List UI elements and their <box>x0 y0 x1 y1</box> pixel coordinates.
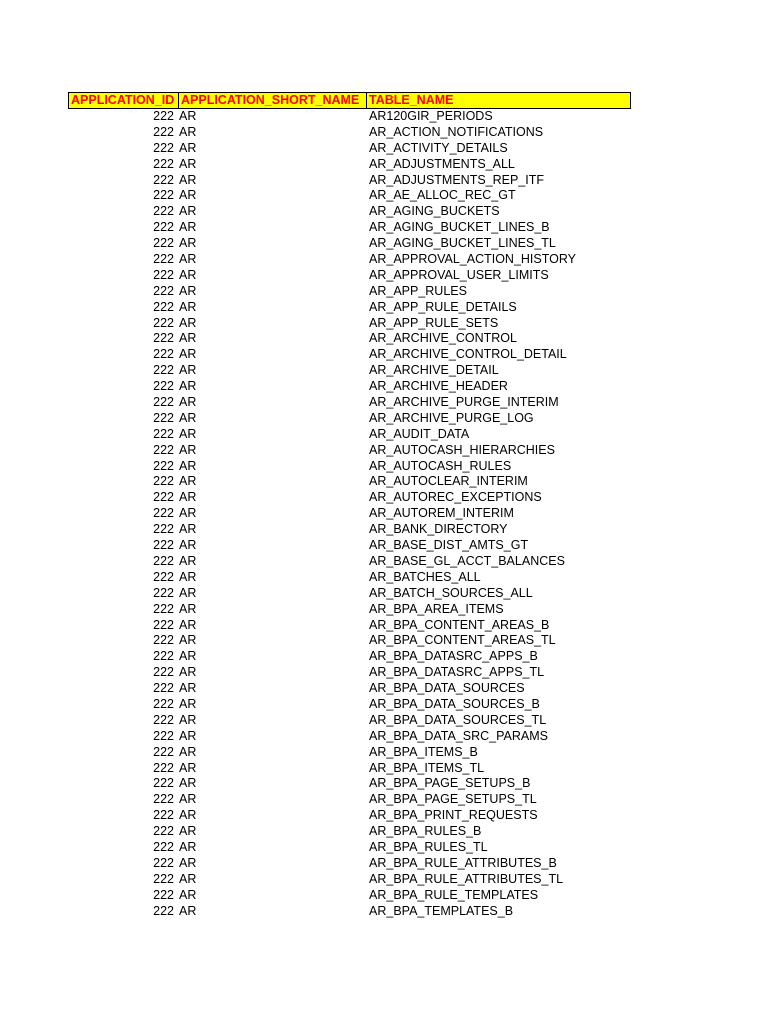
cell-table-name[interactable]: AR_BPA_RULE_TEMPLATES <box>369 887 539 902</box>
table-row <box>68 856 631 872</box>
cell-table-name[interactable]: AR_BPA_CONTENT_AREAS_B <box>369 617 550 632</box>
cell-table-name[interactable]: AR120GIR_PERIODS <box>369 109 493 123</box>
table-row <box>68 220 631 236</box>
cell-table-name[interactable]: AR_BATCHES_ALL <box>369 569 481 584</box>
table-row <box>68 459 631 475</box>
cell-application-id[interactable]: 222 <box>153 220 174 235</box>
cell-application-id[interactable]: 222 <box>153 776 174 791</box>
cell-table-name[interactable]: AR_BPA_RULES_TL <box>369 839 488 854</box>
cell-application-short-name[interactable]: AR <box>179 267 197 282</box>
cell-application-short-name[interactable]: AR <box>179 474 197 489</box>
table-body <box>68 109 631 919</box>
cell-application-short-name[interactable]: AR <box>179 204 197 219</box>
cell-table-name[interactable]: AR_BPA_PAGE_SETUPS_TL <box>369 792 537 807</box>
table-row <box>68 204 631 220</box>
cell-application-id[interactable]: 222 <box>153 728 174 743</box>
cell-table-name[interactable]: AR_BASE_DIST_AMTS_GT <box>369 538 529 553</box>
table-row <box>68 300 631 316</box>
cell-application-id[interactable]: 222 <box>153 283 174 298</box>
cell-application-id[interactable]: 222 <box>153 458 174 473</box>
table-row <box>68 776 631 792</box>
cell-application-short-name[interactable]: AR <box>179 283 197 298</box>
table-row <box>68 761 631 777</box>
table-row <box>68 379 631 395</box>
cell-application-id[interactable]: 222 <box>153 188 174 203</box>
cell-table-name[interactable]: AR_AUDIT_DATA <box>369 426 470 441</box>
cell-application-id[interactable]: 222 <box>153 553 174 568</box>
cell-table-name[interactable]: AR_AUTOREC_EXCEPTIONS <box>369 490 542 505</box>
cell-table-name[interactable]: AR_AE_ALLOC_REC_GT <box>369 188 516 203</box>
table-row <box>68 792 631 808</box>
cell-application-id[interactable]: 222 <box>153 299 174 314</box>
table-row <box>68 141 631 157</box>
cell-application-id[interactable]: 222 <box>153 601 174 616</box>
cell-application-id[interactable]: 222 <box>153 760 174 775</box>
cell-application-id[interactable]: 222 <box>153 617 174 632</box>
cell-table-name[interactable]: AR_ACTIVITY_DETAILS <box>369 140 508 155</box>
cell-application-id[interactable]: 222 <box>153 395 174 410</box>
table-row <box>68 268 631 284</box>
cell-application-id[interactable]: 222 <box>153 347 174 362</box>
cell-application-id[interactable]: 222 <box>153 315 174 330</box>
cell-application-id[interactable]: 222 <box>153 140 174 155</box>
cell-application-id[interactable]: 222 <box>153 665 174 680</box>
cell-table-name[interactable]: AR_BPA_DATA_SRC_PARAMS <box>369 728 548 743</box>
table-row <box>68 729 631 745</box>
cell-table-name[interactable]: AR_ARCHIVE_PURGE_LOG <box>369 410 534 425</box>
cell-application-id[interactable]: 222 <box>153 808 174 823</box>
cell-application-id[interactable]: 222 <box>153 252 174 267</box>
cell-application-id[interactable]: 222 <box>153 442 174 457</box>
cell-application-id[interactable]: 222 <box>153 109 174 123</box>
cell-table-name[interactable]: AR_APP_RULES <box>369 283 467 298</box>
cell-table-name[interactable]: AR_AGING_BUCKET_LINES_B <box>369 220 550 235</box>
table-row <box>68 888 631 904</box>
table-row <box>68 904 631 920</box>
cell-application-id[interactable]: 222 <box>153 649 174 664</box>
cell-table-name[interactable]: AR_BPA_DATA_SOURCES_TL <box>369 712 547 727</box>
table-row <box>68 713 631 729</box>
cell-application-id[interactable]: 222 <box>153 331 174 346</box>
cell-application-short-name[interactable]: AR <box>179 363 197 378</box>
cell-application-id[interactable]: 222 <box>153 379 174 394</box>
table-row <box>68 474 631 490</box>
cell-table-name[interactable]: AR_BPA_ITEMS_TL <box>369 760 485 775</box>
cell-application-short-name[interactable]: AR <box>179 124 197 139</box>
cell-application-short-name[interactable]: AR <box>179 315 197 330</box>
cell-application-short-name[interactable]: AR <box>179 728 197 743</box>
table-row <box>68 411 631 427</box>
cell-application-short-name[interactable]: AR <box>179 696 197 711</box>
cell-application-short-name[interactable]: AR <box>179 744 197 759</box>
cell-application-short-name[interactable]: AR <box>179 855 197 870</box>
cell-application-id[interactable]: 222 <box>153 633 174 648</box>
cell-application-short-name[interactable]: AR <box>179 252 197 267</box>
cell-table-name[interactable]: AR_ADJUSTMENTS_REP_ITF <box>369 172 545 187</box>
cell-application-short-name[interactable]: AR <box>179 871 197 886</box>
table-row <box>68 649 631 665</box>
cell-application-id[interactable]: 222 <box>153 792 174 807</box>
cell-application-id[interactable]: 222 <box>153 267 174 282</box>
table-row <box>68 157 631 173</box>
cell-table-name[interactable]: AR_APP_RULE_SETS <box>369 315 499 330</box>
cell-application-id[interactable]: 222 <box>153 681 174 696</box>
cell-application-id[interactable]: 222 <box>153 124 174 139</box>
cell-table-name[interactable]: AR_BPA_DATASRC_APPS_TL <box>369 665 545 680</box>
table-row <box>68 506 631 522</box>
cell-application-short-name[interactable]: AR <box>179 760 197 775</box>
cell-application-id[interactable]: 222 <box>153 744 174 759</box>
cell-application-id[interactable]: 222 <box>153 410 174 425</box>
cell-application-id[interactable]: 222 <box>153 569 174 584</box>
table-row <box>68 316 631 332</box>
cell-application-short-name[interactable]: AR <box>179 839 197 854</box>
cell-application-short-name[interactable]: AR <box>179 887 197 902</box>
table-row <box>68 236 631 252</box>
cell-table-name[interactable]: AR_AUTOCASH_HIERARCHIES <box>369 442 555 457</box>
cell-application-short-name[interactable]: AR <box>179 220 197 235</box>
cell-application-id[interactable]: 222 <box>153 903 174 918</box>
cell-application-short-name[interactable]: AR <box>179 490 197 505</box>
cell-application-id[interactable]: 222 <box>153 855 174 870</box>
table-row <box>68 173 631 189</box>
cell-table-name[interactable]: AR_BANK_DIRECTORY <box>369 522 508 537</box>
cell-application-short-name[interactable]: AR <box>179 649 197 664</box>
cell-table-name[interactable]: AR_AGING_BUCKETS <box>369 204 500 219</box>
cell-table-name[interactable]: AR_APPROVAL_ACTION_HISTORY <box>369 252 577 267</box>
cell-table-name[interactable]: AR_APPROVAL_USER_LIMITS <box>369 267 549 282</box>
cell-application-short-name[interactable]: AR <box>179 506 197 521</box>
table-row <box>68 443 631 459</box>
cell-table-name[interactable]: AR_ARCHIVE_CONTROL_DETAIL <box>369 347 567 362</box>
cell-table-name[interactable]: AR_BPA_CONTENT_AREAS_TL <box>369 633 556 648</box>
cell-table-name[interactable]: AR_BPA_TEMPLATES_B <box>369 903 514 918</box>
table-row <box>68 125 631 141</box>
table-row <box>68 586 631 602</box>
cell-application-id[interactable]: 222 <box>153 585 174 600</box>
cell-table-name[interactable]: AR_AUTOCLEAR_INTERIM <box>369 474 528 489</box>
table-row <box>68 824 631 840</box>
cell-application-short-name[interactable]: AR <box>179 426 197 441</box>
table-row <box>68 522 631 538</box>
cell-application-short-name[interactable]: AR <box>179 410 197 425</box>
cell-application-short-name[interactable]: AR <box>179 172 197 187</box>
cell-application-short-name[interactable]: AR <box>179 109 197 123</box>
table-row <box>68 570 631 586</box>
cell-application-id[interactable]: 222 <box>153 696 174 711</box>
cell-table-name[interactable]: AR_ACTION_NOTIFICATIONS <box>369 124 544 139</box>
cell-application-id[interactable]: 222 <box>153 839 174 854</box>
cell-application-id[interactable]: 222 <box>153 506 174 521</box>
cell-application-short-name[interactable]: AR <box>179 712 197 727</box>
cell-application-id[interactable]: 222 <box>153 426 174 441</box>
cell-application-short-name[interactable]: AR <box>179 792 197 807</box>
cell-application-short-name[interactable]: AR <box>179 331 197 346</box>
cell-application-short-name[interactable]: AR <box>179 681 197 696</box>
column-header-application-id[interactable]: APPLICATION_ID <box>69 93 179 108</box>
spreadsheet-table <box>68 92 631 919</box>
cell-application-short-name[interactable]: AR <box>179 553 197 568</box>
table-row <box>68 284 631 300</box>
table-row <box>68 602 631 618</box>
cell-application-short-name[interactable]: AR <box>179 140 197 155</box>
table-row <box>68 633 631 649</box>
cell-application-short-name[interactable]: AR <box>179 299 197 314</box>
cell-application-id[interactable]: 222 <box>153 490 174 505</box>
cell-table-name[interactable]: AR_BPA_RULE_ATTRIBUTES_B <box>369 855 557 870</box>
cell-table-name[interactable]: AR_BPA_PAGE_SETUPS_B <box>369 776 531 791</box>
cell-application-short-name[interactable]: AR <box>179 395 197 410</box>
cell-application-short-name[interactable]: AR <box>179 617 197 632</box>
cell-application-short-name[interactable]: AR <box>179 188 197 203</box>
cell-application-short-name[interactable]: AR <box>179 379 197 394</box>
cell-application-short-name[interactable]: AR <box>179 776 197 791</box>
cell-table-name[interactable]: AR_APP_RULE_DETAILS <box>369 299 517 314</box>
cell-application-short-name[interactable]: AR <box>179 601 197 616</box>
cell-application-short-name[interactable]: AR <box>179 347 197 362</box>
cell-application-short-name[interactable]: AR <box>179 824 197 839</box>
cell-table-name[interactable]: AR_ADJUSTMENTS_ALL <box>369 156 515 171</box>
cell-application-id[interactable]: 222 <box>153 172 174 187</box>
table-row <box>68 618 631 634</box>
cell-application-id[interactable]: 222 <box>153 156 174 171</box>
cell-application-short-name[interactable]: AR <box>179 633 197 648</box>
table-row <box>68 697 631 713</box>
table-row <box>68 808 631 824</box>
table-row <box>68 840 631 856</box>
cell-application-short-name[interactable]: AR <box>179 808 197 823</box>
cell-application-id[interactable]: 222 <box>153 887 174 902</box>
table-row <box>68 745 631 761</box>
cell-application-id[interactable]: 222 <box>153 538 174 553</box>
cell-application-short-name[interactable]: AR <box>179 585 197 600</box>
column-header-application-short-name[interactable]: APPLICATION_SHORT_NAME <box>179 93 367 108</box>
cell-application-id[interactable]: 222 <box>153 204 174 219</box>
table-row <box>68 331 631 347</box>
cell-table-name[interactable]: AR_BPA_PRINT_REQUESTS <box>369 808 538 823</box>
cell-table-name[interactable]: AR_ARCHIVE_CONTROL <box>369 331 517 346</box>
cell-table-name[interactable]: AR_BPA_ITEMS_B <box>369 744 478 759</box>
cell-application-id[interactable]: 222 <box>153 522 174 537</box>
table-row <box>68 363 631 379</box>
cell-application-id[interactable]: 222 <box>153 712 174 727</box>
cell-table-name[interactable]: AR_BPA_RULE_ATTRIBUTES_TL <box>369 871 564 886</box>
cell-application-short-name[interactable]: AR <box>179 522 197 537</box>
cell-application-id[interactable]: 222 <box>153 474 174 489</box>
table-row <box>68 665 631 681</box>
cell-table-name[interactable]: AR_BASE_GL_ACCT_BALANCES <box>369 553 565 568</box>
cell-application-short-name[interactable]: AR <box>179 236 197 251</box>
table-row <box>68 395 631 411</box>
cell-table-name[interactable]: AR_AGING_BUCKET_LINES_TL <box>369 236 556 251</box>
table-row <box>68 427 631 443</box>
table-row <box>68 188 631 204</box>
cell-table-name[interactable]: AR_BATCH_SOURCES_ALL <box>369 585 533 600</box>
table-row <box>68 872 631 888</box>
table-row <box>68 347 631 363</box>
cell-application-short-name[interactable]: AR <box>179 156 197 171</box>
cell-application-id[interactable]: 222 <box>153 236 174 251</box>
cell-table-name[interactable]: AR_AUTOREM_INTERIM <box>369 506 514 521</box>
cell-application-id[interactable]: 222 <box>153 824 174 839</box>
cell-table-name[interactable]: AR_BPA_RULES_B <box>369 824 482 839</box>
cell-application-short-name[interactable]: AR <box>179 442 197 457</box>
cell-table-name[interactable]: AR_ARCHIVE_HEADER <box>369 379 508 394</box>
cell-table-name[interactable]: AR_BPA_DATA_SOURCES_B <box>369 696 540 711</box>
cell-table-name[interactable]: AR_ARCHIVE_PURGE_INTERIM <box>369 395 559 410</box>
table-header-row <box>68 92 631 109</box>
cell-application-short-name[interactable]: AR <box>179 458 197 473</box>
column-header-table-name[interactable]: TABLE_NAME <box>369 93 454 107</box>
table-row <box>68 490 631 506</box>
cell-table-name[interactable]: AR_BPA_AREA_ITEMS <box>369 601 504 616</box>
table-row <box>68 538 631 554</box>
cell-application-id[interactable]: 222 <box>153 363 174 378</box>
cell-application-short-name[interactable]: AR <box>179 569 197 584</box>
table-row <box>68 681 631 697</box>
cell-application-short-name[interactable]: AR <box>179 665 197 680</box>
table-row <box>68 554 631 570</box>
cell-application-id[interactable]: 222 <box>153 871 174 886</box>
cell-application-short-name[interactable]: AR <box>179 903 197 918</box>
cell-table-name[interactable]: AR_AUTOCASH_RULES <box>369 458 512 473</box>
table-row <box>68 109 631 125</box>
table-row <box>68 252 631 268</box>
cell-table-name[interactable]: AR_ARCHIVE_DETAIL <box>369 363 499 378</box>
cell-application-short-name[interactable]: AR <box>179 538 197 553</box>
cell-table-name[interactable]: AR_BPA_DATASRC_APPS_B <box>369 649 538 664</box>
cell-table-name[interactable]: AR_BPA_DATA_SOURCES <box>369 681 525 696</box>
